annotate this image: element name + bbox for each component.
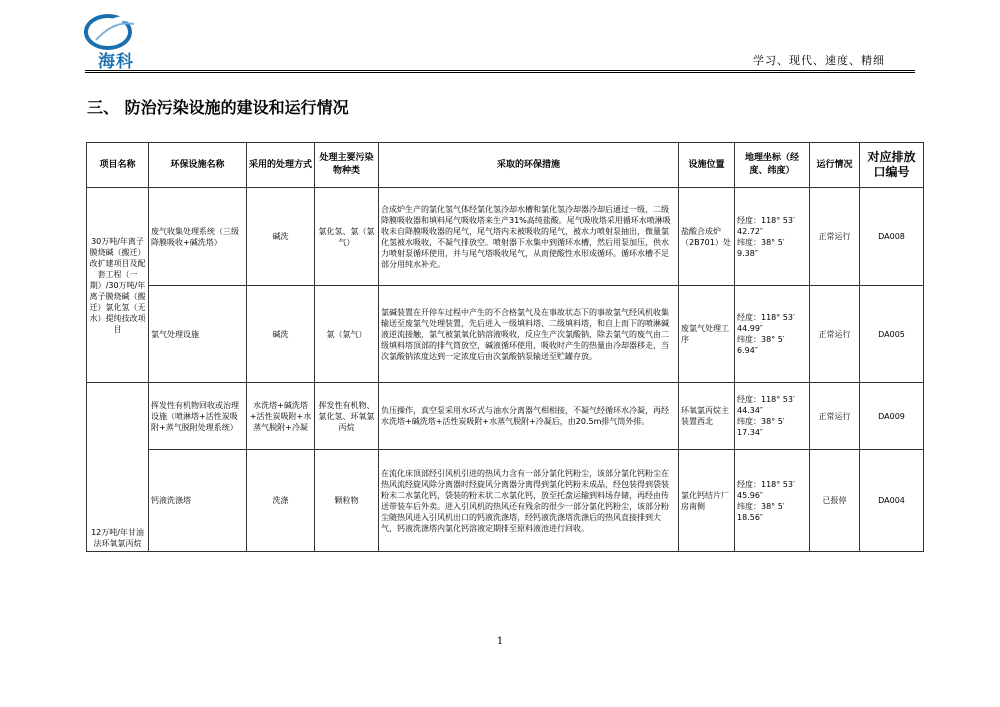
pollutant-cell: 颗粒物 (315, 450, 379, 552)
pollutant-cell: 挥发性有机物、氯化氢、环氧氯丙烷 (315, 383, 379, 450)
status-cell: 正常运行 (810, 286, 860, 383)
col-header-measures: 采取的环保措施 (379, 143, 679, 188)
project-name-cell: 30万吨/年离子膜烧碱（搬迁）改扩建项目及配套工程（一期）/30万吨/年离子膜烧碱（搬迁）氯化氢（无水）提纯技改项目 (87, 188, 149, 383)
measures-cell: 在流化床顶部经引风机引进的热风力含有一部分氯化钙粉尘，该部分氯化钙粉尘在热风流经旋风除分离器时经旋风分离器分离得到氯化钙粉末成品，经包装得到袋装粉末二水氯化钙，袋装的粉末状二水氯化钙，放至托盘运输到料场存储，再经由传送带装车后外卖。进入引风机的热风还有残余的很少一部分氯化钙粉尘，该部分粉尘随热风进入引风机出口的钙液洗涤塔，经钙液洗涤塔洗涤后的热风直接排到大气，钙液洗涤塔内氯化钙溶液定期排至原料液池进行回收。 (379, 450, 679, 552)
pollution-facility-table (86, 142, 924, 552)
table-row (87, 286, 924, 383)
facility-cell: 钙液洗涤塔 (149, 450, 247, 552)
longitude-text: 经度：118° 53′ 44.34″ (737, 395, 795, 415)
method-cell: 水洗塔+碱洗塔+活性炭吸附+水蒸气脱附+冷凝 (247, 383, 315, 450)
location-cell: 盐酸合成炉（2B701）处 (679, 188, 735, 286)
coords-cell (735, 383, 810, 450)
col-header-coords: 地理坐标（经度、纬度） (735, 143, 810, 188)
longitude-text: 经度：118° 53′ 45.96″ (737, 479, 795, 500)
location-cell: 废氯气处理工序 (679, 286, 735, 383)
logo-swoosh-icon (82, 12, 172, 52)
outlet-cell: DA008 (860, 188, 924, 286)
facility-cell: 挥发性有机物回收或治理设施（喷淋塔+活性炭吸附+蒸气脱附处理系统） (149, 383, 247, 450)
longitude-text: 经度：118° 53′ 44.99″ (737, 313, 795, 333)
latitude-text: 纬度：38° 5′ 18.56″ (737, 501, 785, 522)
page-number: 1 (496, 636, 504, 647)
table-row (87, 450, 924, 552)
measures-cell: 氯碱装置在开停车过程中产生的不合格氯气及在事故状态下的事故氯气经风机收集输送至废氯气处理装置，先后进入一级填料塔、二级填料塔，和自上而下的喷淋碱液逆流接触，氯气被氯氧化钠溶液吸收，反应生产次氯酸钠，除去氯气的废气由二级填料塔顶部的排气筒放空，碱液循环使用，吸收时产生的热量由冷却器移走，当次氯酸钠浓度达到一定浓度后由次氯酸钠泵输送至贮罐存放。 (379, 286, 679, 383)
table-row (87, 188, 924, 286)
col-header-location: 设施位置 (679, 143, 735, 188)
col-header-facility: 环保设施名称 (149, 143, 247, 188)
col-header-outlet: 对应排放口编号 (860, 143, 924, 188)
measures-cell: 合成炉生产的氯化氢气体经氯化氢冷却水槽和氯化氢冷却器冷却后通过一级、二级降膜吸收器和填料尾气吸收塔来生产31%高纯盐酸。尾气吸收塔采用循环水喷淋吸收未自降膜吸收器的尾气，尾气塔内未被吸收的尾气，被水力喷射泵抽出，微量氯化氢被水吸收，不凝气排放空。喷射器下水集中到循环水槽，然后用泵加压，供水力喷射泵循环使用，并与尾气塔吸收尾气，从而使酸性水形成循环。循环水槽不足部分用纯水补充。 (379, 188, 679, 286)
status-cell: 正常运行 (810, 383, 860, 450)
latitude-text: 纬度：38° 5′ 9.38″ (737, 237, 785, 258)
method-cell: 碱洗 (247, 188, 315, 286)
measures-cell: 负压操作，真空泵采用水环式与油水分离器气相相接，不凝气经循环水冷凝，再经水洗塔+碱洗塔+活性炭吸附+水蒸气脱附+冷凝后，由20.5m排气筒外排。 (379, 383, 679, 450)
latitude-text: 纬度：38° 5′ 17.34″ (737, 417, 785, 437)
outlet-cell: DA004 (860, 450, 924, 552)
coords-cell (735, 286, 810, 383)
method-cell: 洗涤 (247, 450, 315, 552)
col-header-method: 采用的处理方式 (247, 143, 315, 188)
status-cell: 正常运行 (810, 188, 860, 286)
longitude-text: 经度：118° 53′ 42.72″ (737, 215, 795, 236)
company-motto: 学习、现代、速度、精细 (753, 54, 885, 67)
pollutant-cell: 氯化氢、氯（氯气） (315, 188, 379, 286)
method-cell: 碱洗 (247, 286, 315, 383)
location-cell: 环氧氯丙烷主装置西北 (679, 383, 735, 450)
header-divider (85, 70, 915, 73)
coords-cell (735, 450, 810, 552)
col-header-pollutant: 处理主要污染物种类 (315, 143, 379, 188)
col-header-project: 项目名称 (87, 143, 149, 188)
coords-cell (735, 188, 810, 286)
latitude-text: 纬度：38° 5′ 6.94″ (737, 335, 785, 355)
table-row (87, 383, 924, 450)
location-cell: 氯化钙结片厂房南侧 (679, 450, 735, 552)
facility-cell: 废气收集处理系统（三级降膜吸收+碱洗塔） (149, 188, 247, 286)
outlet-cell: DA009 (860, 383, 924, 450)
section-title: 三、 防治污染设施的建设和运行情况 (87, 98, 349, 117)
pollutant-cell: 氯（氯气） (315, 286, 379, 383)
logo-text: 海科 (98, 52, 134, 72)
status-cell: 已报停 (810, 450, 860, 552)
outlet-cell: DA005 (860, 286, 924, 383)
facility-cell: 氯气处理设施 (149, 286, 247, 383)
table-header-row (87, 143, 924, 188)
col-header-status: 运行情况 (810, 143, 860, 188)
project-name-cell: 12万吨/年甘油法环氧氯丙烷 (87, 383, 149, 552)
